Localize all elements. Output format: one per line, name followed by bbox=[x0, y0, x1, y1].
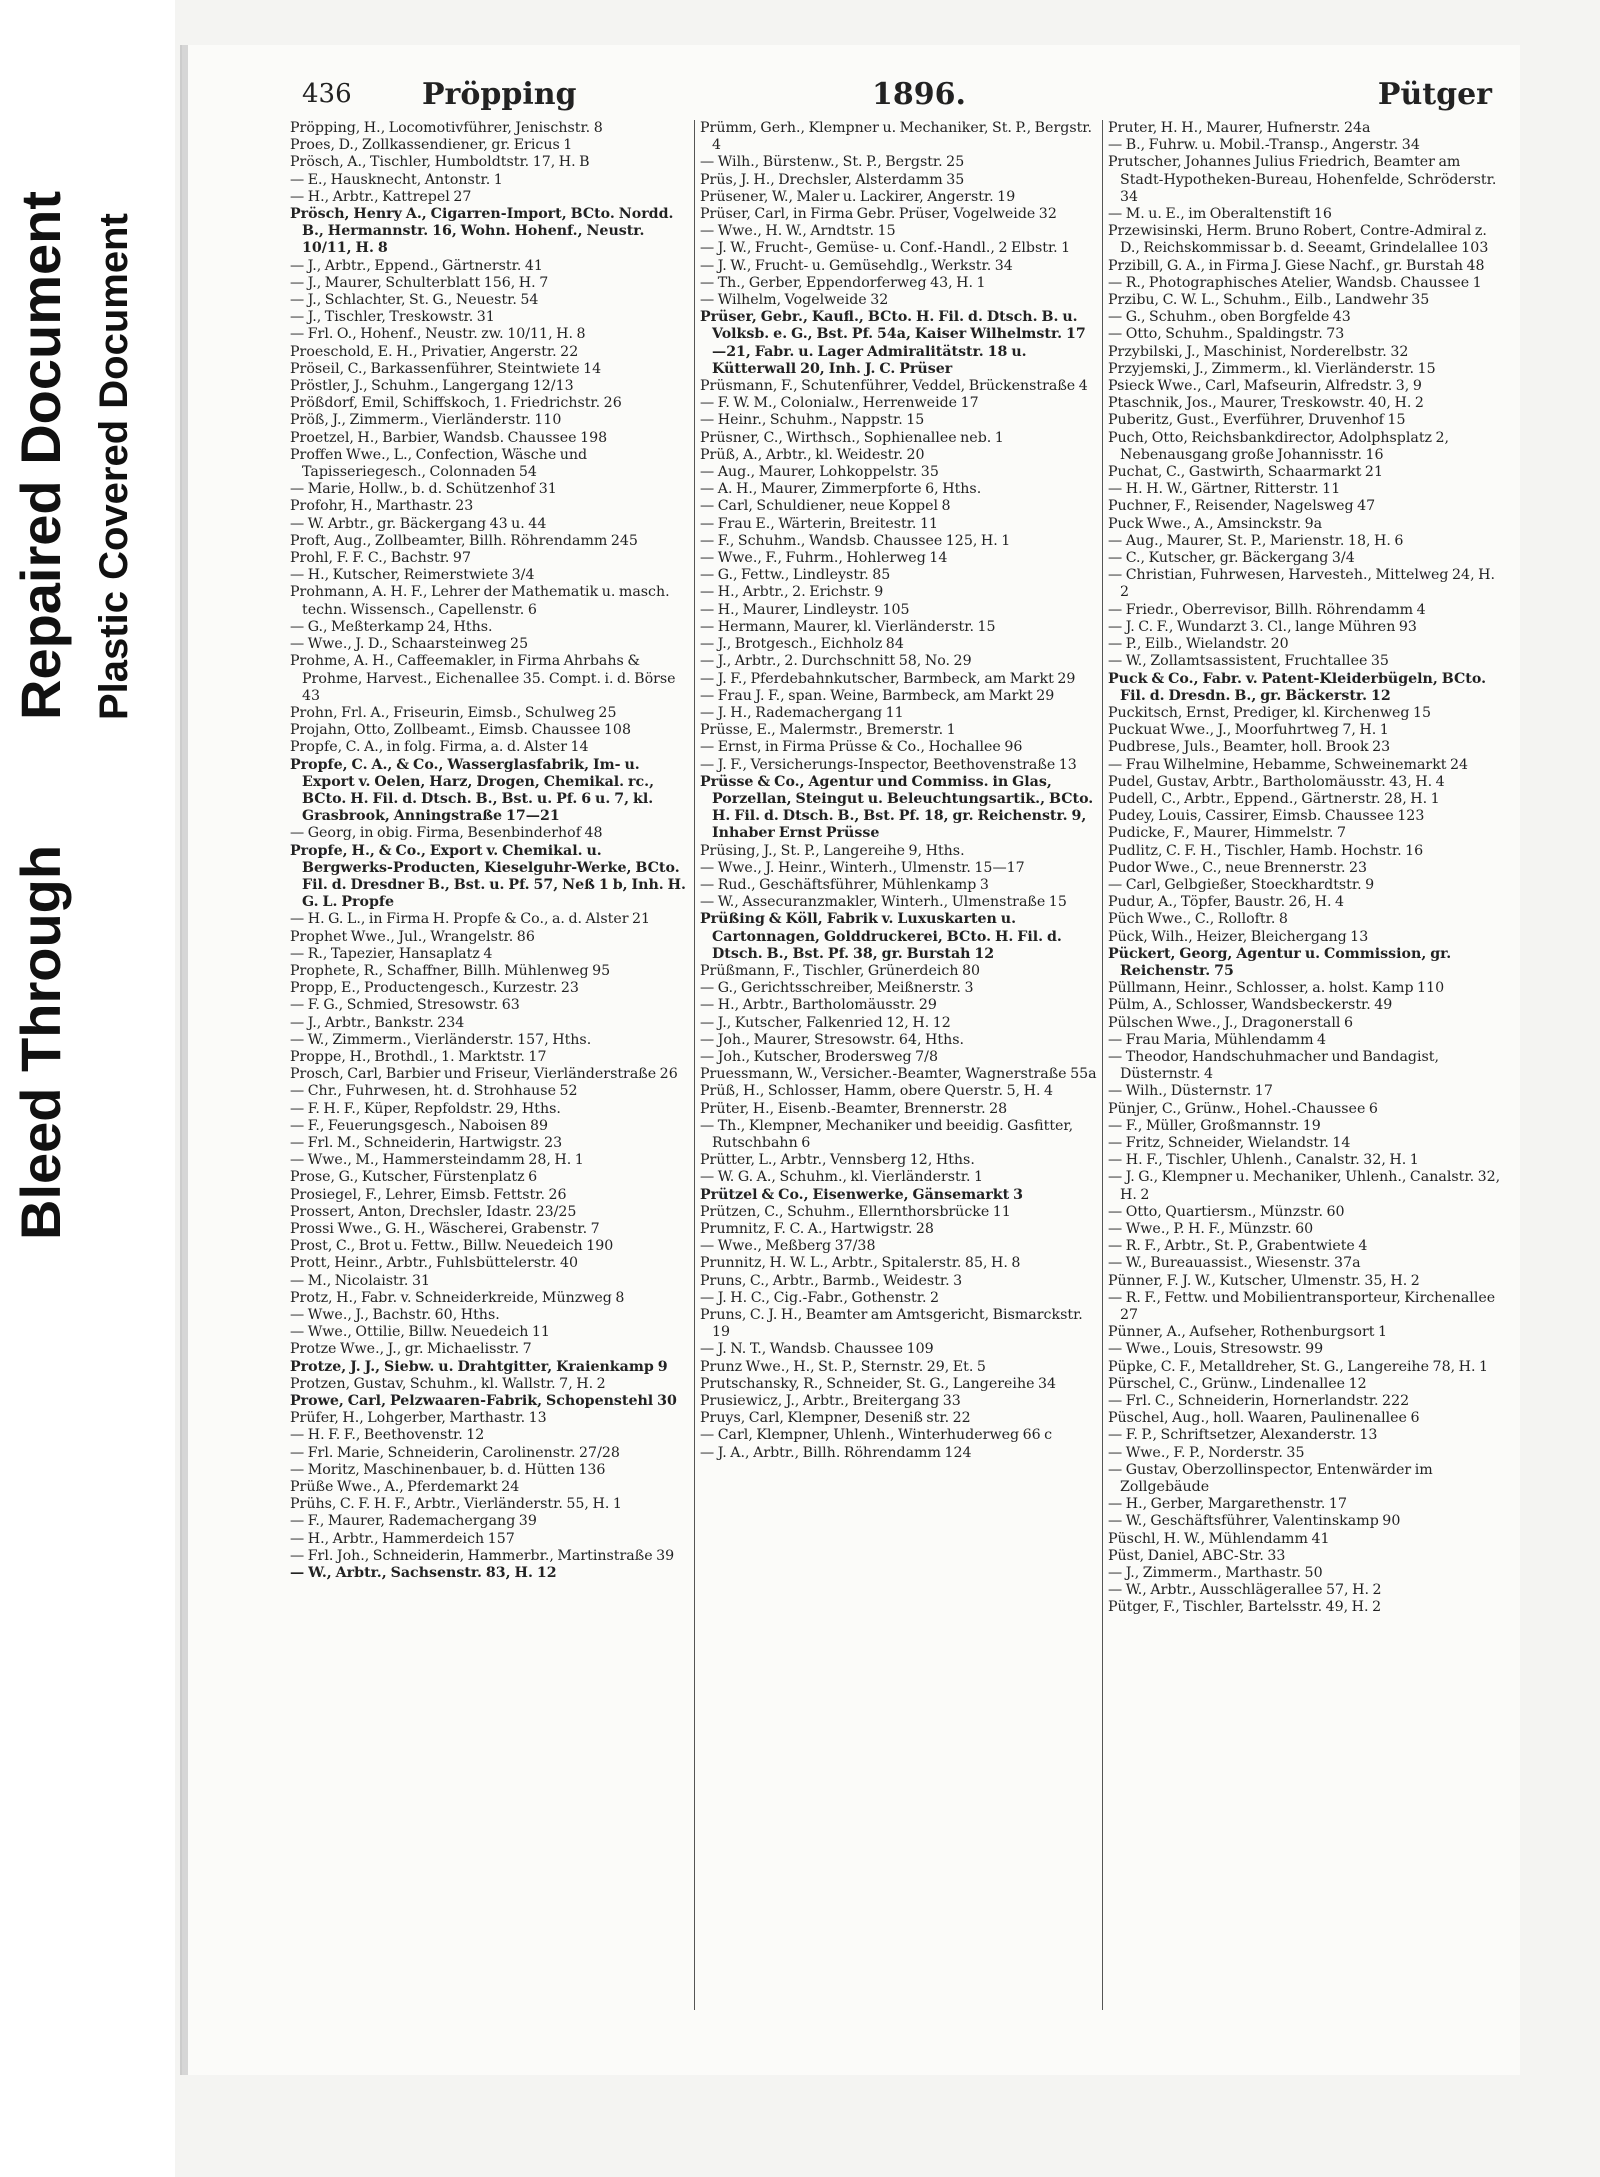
directory-entry: Prösch, Henry A., Cigarren-Import, BCto. Nordd. B., Hermannstr. 16, Wohn. Hohenf., Neustr. 10/11, H. 8 bbox=[290, 206, 674, 257]
directory-entry: Prohme, A. H., Caffeemakler, in Firma Ahrbahs & Prohme, Harvest., Eichenallee 35. Compt. i. d. Börse 43 bbox=[290, 653, 676, 704]
directory-entry: Puchner, F., Reisender, Nagelsweg 47 bbox=[1108, 498, 1376, 515]
directory-entry: — J. F., Pferdebahnkutscher, Barmbeck, am Markt 29 bbox=[700, 670, 1076, 687]
directory-entry: Proes, D., Zollkassendiener, gr. Ericus 1 bbox=[290, 137, 573, 154]
directory-entry: — R., Tapezier, Hansaplatz 4 bbox=[290, 945, 493, 962]
directory-entry: Prüsse, E., Malermstr., Bremerstr. 1 bbox=[700, 722, 956, 739]
directory-entry: Prophete, R., Schaffner, Billh. Mühlenweg 95 bbox=[290, 962, 611, 979]
directory-entry: Prophet Wwe., Jul., Wrangelstr. 86 bbox=[290, 928, 535, 945]
directory-entry: Prüß, H., Schlosser, Hamm, obere Querstr. 5, H. 4 bbox=[700, 1083, 1054, 1100]
directory-entry: — F. H. F., Küper, Repfoldstr. 29, Hths. bbox=[290, 1100, 561, 1117]
directory-entry: — Frl. Joh., Schneiderin, Hammerbr., Martinstraße 39 bbox=[290, 1547, 675, 1564]
directory-entry: — Otto, Schuhm., Spaldingstr. 73 bbox=[1108, 326, 1345, 343]
directory-entry: — J. H. C., Cig.-Fabr., Gothenstr. 2 bbox=[700, 1289, 940, 1306]
column-2-entries bbox=[700, 120, 1098, 1462]
directory-entry: Pudlitz, C. F. H., Tischler, Hamb. Hochstr. 16 bbox=[1108, 842, 1424, 859]
directory-entry: Puchat, C., Gastwirth, Schaarmarkt 21 bbox=[1108, 464, 1383, 481]
directory-entry: — Wwe., P. H. F., Münzstr. 60 bbox=[1108, 1221, 1314, 1237]
directory-entry: Pudell, C., Arbtr., Eppend., Gärtnerstr. 28, H. 1 bbox=[1108, 790, 1440, 807]
directory-entry: — Frau E., Wärterin, Breitestr. 11 bbox=[700, 515, 938, 532]
directory-entry: Prümm, Gerh., Klempner u. Mechaniker, St. P., Bergstr. 4 bbox=[700, 120, 1093, 154]
directory-entry: — W., Zollamtsassistent, Fruchtallee 35 bbox=[1108, 653, 1389, 670]
directory-entry: — A. H., Maurer, Zimmerpforte 6, Hths. bbox=[700, 481, 982, 498]
page-number: 436 bbox=[302, 79, 352, 109]
directory-entry: — Joh., Maurer, Stresowstr. 64, Hths. bbox=[700, 1031, 964, 1048]
directory-entry: Prütter, L., Arbtr., Vennsberg 12, Hths. bbox=[700, 1152, 975, 1169]
directory-entry: — C., Kutscher, gr. Bäckergang 3/4 bbox=[1108, 550, 1355, 567]
directory-entry: — Carl, Schuldiener, neue Koppel 8 bbox=[700, 498, 951, 515]
directory-entry: — Wilh., Düsternstr. 17 bbox=[1108, 1083, 1273, 1100]
directory-entry: — B., Fuhrw. u. Mobil.-Transp., Angerstr. 34 bbox=[1108, 137, 1420, 154]
directory-entry: Projahn, Otto, Zollbeamt., Eimsb. Chaussee 108 bbox=[290, 722, 631, 739]
directory-entry: Pück, Wilh., Heizer, Bleichergang 13 bbox=[1108, 928, 1369, 945]
directory-entry: — F., Müller, Großmannstr. 19 bbox=[1108, 1117, 1321, 1134]
directory-entry: Puberitz, Gust., Everführer, Druvenhof 15 bbox=[1108, 412, 1406, 429]
directory-entry: Proffen Wwe., L., Confection, Wäsche und Tapisseriegesch., Colonnaden 54 bbox=[290, 446, 588, 481]
directory-entry: — Wwe., J. Heinr., Winterh., Ulmenstr. 15—17 bbox=[700, 859, 1025, 876]
directory-entry: Proft, Aug., Zollbeamter, Billh. Röhrendamm 245 bbox=[290, 532, 638, 549]
directory-entry: — G., Meßterkamp 24, Hths. bbox=[290, 618, 493, 635]
directory-entry: — E., Hausknecht, Antonstr. 1 bbox=[290, 171, 503, 188]
directory-entry: Prutschansky, R., Schneider, St. G., Langereihe 34 bbox=[700, 1375, 1057, 1392]
directory-entry: — Wilh., Bürstenw., St. P., Bergstr. 25 bbox=[700, 154, 965, 171]
directory-entry: Prüsse & Co., Agentur und Commiss. in Glas, Porzellan, Steingut u. Beleuchtungsartik., BCto. H. Fil. d. Dtsch. B., Bst. Pf. 18, gr. Reichenstr. 9, Inhaber Ernst Prüsse bbox=[700, 773, 1094, 842]
directory-entry: — W., Zimmerm., Vierländerstr. 157, Hths. bbox=[290, 1031, 592, 1048]
directory-entry: Psieck Wwe., Carl, Mafseurin, Alfredstr. 3, 9 bbox=[1108, 378, 1422, 395]
directory-entry: — R. F., Arbtr., St. P., Grabentwiete 4 bbox=[1108, 1238, 1368, 1255]
directory-entry: Protz, H., Fabr. v. Schneiderkreide, Münzweg 8 bbox=[290, 1289, 625, 1306]
directory-entry: Proppe, H., Brothdl., 1. Marktstr. 17 bbox=[290, 1048, 547, 1065]
directory-entry: Puck Wwe., A., Amsinckstr. 9a bbox=[1108, 515, 1323, 532]
directory-entry: — Gustav, Oberzollinspector, Entenwärder im Zollgebäude bbox=[1108, 1461, 1433, 1496]
directory-entry: Pudicke, F., Maurer, Himmelstr. 7 bbox=[1108, 825, 1346, 842]
directory-entry: — J. C. F., Wundarzt 3. Cl., lange Mühren 93 bbox=[1108, 618, 1417, 635]
directory-entry: Propfe, C. A., & Co., Wasserglasfabrik, Im- u. Export v. Oelen, Harz, Drogen, Chemikal. rc., BCto. H. Fil. d. Dtsch. B., Bst. u. Pf. 6 u. 7, kl. Grasbrook, Anningstraße 17—21 bbox=[290, 756, 655, 825]
directory-entry: — H. H. W., Gärtner, Ritterstr. 11 bbox=[1108, 481, 1341, 498]
column-3-entries bbox=[1108, 120, 1506, 1617]
directory-entry: — F. G., Schmied, Stresowstr. 63 bbox=[290, 997, 520, 1014]
directory-entry: — Frl. O., Hohenf., Neustr. zw. 10/11, H. 8 bbox=[290, 326, 586, 343]
directory-entry: Prunnitz, H. W. L., Arbtr., Spitalerstr. 85, H. 8 bbox=[700, 1255, 1021, 1272]
directory-entry: — Frau Wilhelmine, Hebamme, Schweinemarkt 24 bbox=[1108, 756, 1469, 773]
directory-entry: Prüsing, J., St. P., Langereihe 9, Hths. bbox=[700, 842, 965, 859]
directory-entry: — J. G., Klempner u. Mechaniker, Uhlenh., Canalstr. 32, H. 2 bbox=[1108, 1169, 1501, 1203]
directory-entry: — G., Gerichtsschreiber, Meißnerstr. 3 bbox=[700, 980, 974, 997]
directory-entry: — Wwe., Meßberg 37/38 bbox=[700, 1238, 876, 1255]
directory-entry: Pudel, Gustav, Arbtr., Bartholomäusstr. 43, H. 4 bbox=[1108, 773, 1445, 790]
directory-entry: Prosiegel, F., Lehrer, Eimsb. Fettstr. 26 bbox=[290, 1186, 567, 1203]
column-divider bbox=[694, 120, 695, 2010]
directory-entry: Püpke, C. F., Metalldreher, St. G., Langereihe 78, H. 1 bbox=[1108, 1358, 1489, 1375]
directory-entry: Prüße Wwe., A., Pferdemarkt 24 bbox=[290, 1479, 520, 1496]
bleed-through-label: Bleed Through bbox=[9, 844, 72, 1240]
repaired-document-label: Repaired Document bbox=[9, 191, 72, 720]
directory-entry: Prossert, Anton, Drechsler, Idastr. 23/25 bbox=[290, 1203, 577, 1220]
page-header bbox=[302, 75, 1492, 125]
directory-entry: Protze Wwe., J., gr. Michaelisstr. 7 bbox=[290, 1341, 532, 1358]
directory-entry: — H. F. F., Beethovenstr. 12 bbox=[290, 1427, 485, 1444]
directory-entry: Prützel & Co., Eisenwerke, Gänsemarkt 3 bbox=[700, 1186, 1023, 1203]
directory-page bbox=[180, 45, 1520, 2075]
directory-entry: — Aug., Maurer, St. P., Marienstr. 18, H. 6 bbox=[1108, 532, 1404, 549]
directory-entry: — W., Arbtr., Sachsenstr. 83, H. 12 bbox=[290, 1565, 557, 1582]
directory-entry: Prüfer, H., Lohgerber, Marthastr. 13 bbox=[290, 1410, 547, 1427]
directory-entry: — H., Arbtr., 2. Erichstr. 9 bbox=[700, 584, 884, 601]
directory-entry: — J. F., Versicherungs-Inspector, Beethovenstraße 13 bbox=[700, 756, 1077, 773]
directory-entry: Puckuat Wwe., J., Moorfuhrtweg 7, H. 1 bbox=[1108, 722, 1389, 739]
directory-entry: Pudur, A., Töpfer, Baustr. 26, H. 4 bbox=[1108, 894, 1345, 911]
directory-entry: Püch Wwe., C., Rolloftr. 8 bbox=[1108, 911, 1288, 928]
directory-entry: Propp, E., Productengesch., Kurzestr. 23 bbox=[290, 980, 579, 997]
directory-entry: — J. N. T., Wandsb. Chaussee 109 bbox=[700, 1341, 934, 1358]
directory-entry: — J., Zimmerm., Marthastr. 50 bbox=[1108, 1565, 1323, 1582]
column-2 bbox=[700, 120, 1098, 2060]
directory-entry: Przyjemski, J., Zimmerm., kl. Vierländerstr. 15 bbox=[1108, 360, 1436, 377]
directory-entry: — Otto, Quartiersm., Münzstr. 60 bbox=[1108, 1203, 1345, 1220]
directory-entry: — W., Bureauassist., Wiesenstr. 37a bbox=[1108, 1255, 1361, 1272]
directory-entry: Proetzel, H., Barbier, Wandsb. Chaussee 198 bbox=[290, 429, 608, 446]
directory-entry: Prumnitz, F. C. A., Hartwigstr. 28 bbox=[700, 1221, 934, 1237]
directory-entry: — G., Schuhm., oben Borgfelde 43 bbox=[1108, 309, 1351, 326]
column-divider bbox=[1102, 120, 1103, 2010]
directory-entry: Pünner, A., Aufseher, Rothenburgsort 1 bbox=[1108, 1324, 1387, 1341]
header-year: 1896. bbox=[872, 77, 966, 112]
directory-entry: Prüser, Carl, in Firma Gebr. Prüser, Vogelweide 32 bbox=[700, 206, 1057, 223]
directory-entry: Püst, Daniel, ABC-Str. 33 bbox=[1108, 1547, 1286, 1564]
directory-entry: — J. A., Arbtr., Billh. Röhrendamm 124 bbox=[700, 1444, 972, 1461]
directory-entry: Prohmann, A. H. F., Lehrer der Mathematik u. masch. techn. Wissensch., Capellenstr. 6 bbox=[290, 584, 670, 618]
directory-entry: Pröseil, C., Barkassenführer, Steintwiete 14 bbox=[290, 360, 602, 377]
directory-entry: — W. G. A., Schuhm., kl. Vierländerstr. 1 bbox=[700, 1169, 984, 1186]
directory-entry: Prüter, H., Eisenb.-Beamter, Brennerstr. 28 bbox=[700, 1100, 1008, 1117]
directory-entry: Pruns, C., Arbtr., Barmb., Weidestr. 3 bbox=[700, 1272, 963, 1289]
directory-entry: Protzen, Gustav, Schuhm., kl. Wallstr. 7, H. 2 bbox=[290, 1375, 606, 1392]
directory-entry: — Moritz, Maschinenbauer, b. d. Hütten 136 bbox=[290, 1461, 606, 1478]
directory-entry: Prüsener, W., Maler u. Lackirer, Angerstr. 19 bbox=[700, 188, 1016, 205]
directory-entry: Prost, C., Brot u. Fettw., Billw. Neuedeich 190 bbox=[290, 1238, 614, 1255]
directory-entry: — R. F., Fettw. und Mobilientransporteur, Kirchenallee 27 bbox=[1108, 1289, 1496, 1324]
directory-entry: — Frl. M., Schneiderin, Hartwigstr. 23 bbox=[290, 1134, 563, 1151]
directory-entry: Pudor Wwe., C., neue Brennerstr. 23 bbox=[1108, 859, 1368, 876]
directory-entry: Pröß, J., Zimmerm., Vierländerstr. 110 bbox=[290, 412, 562, 429]
directory-entry: — Carl, Gelbgießer, Stoeckhardtstr. 9 bbox=[1108, 876, 1375, 893]
directory-entry: Püschel, Aug., holl. Waaren, Paulinenallee 6 bbox=[1108, 1410, 1420, 1427]
directory-entry: — F., Maurer, Rademachergang 39 bbox=[290, 1513, 537, 1530]
directory-entry: — Wwe., F., Fuhrm., Hohlerweg 14 bbox=[700, 550, 948, 567]
directory-entry: — M., Nicolaistr. 31 bbox=[290, 1272, 431, 1289]
directory-entry: Prüsner, C., Wirthsch., Sophienallee neb. 1 bbox=[700, 429, 1004, 446]
directory-entry: — Th., Klempner, Mechaniker und beeidig. Gasfitter, Rutschbahn 6 bbox=[700, 1117, 1074, 1151]
directory-entry: Przibill, G. A., in Firma J. Giese Nachf., gr. Burstah 48 bbox=[1108, 257, 1485, 274]
directory-entry: — Marie, Hollw., b. d. Schützenhof 31 bbox=[290, 481, 557, 498]
directory-entry: Prösch, A., Tischler, Humboldtstr. 17, H. B bbox=[290, 154, 590, 171]
directory-entry: Pröpping, H., Locomotivführer, Jenischstr. 8 bbox=[290, 120, 603, 136]
directory-entry: — Frl. Marie, Schneiderin, Carolinenstr. 27/28 bbox=[290, 1444, 620, 1461]
directory-entry: Przibu, C. W. L., Schuhm., Eilb., Landwehr 35 bbox=[1108, 292, 1430, 309]
directory-entry: Prößdorf, Emil, Schiffskoch, 1. Friedrichstr. 26 bbox=[290, 395, 622, 412]
directory-entry: — Georg, in obig. Firma, Besenbinderhof 48 bbox=[290, 825, 603, 842]
column-1 bbox=[290, 120, 688, 2060]
directory-entry: — W., Assecuranzmakler, Winterh., Ulmenstraße 15 bbox=[700, 894, 1067, 911]
directory-entry: Pünjer, C., Grünw., Hohel.-Chaussee 6 bbox=[1108, 1100, 1378, 1117]
directory-entry: Proeschold, E. H., Privatier, Angerstr. 22 bbox=[290, 343, 579, 360]
directory-entry: — H., Kutscher, Reimerstwiete 3/4 bbox=[290, 567, 535, 584]
directory-entry: Pünner, F. J. W., Kutscher, Ulmenstr. 35, H. 2 bbox=[1108, 1272, 1420, 1289]
directory-entry: Pudbrese, Juls., Beamter, holl. Brook 23 bbox=[1108, 739, 1391, 756]
directory-entry: — H., Maurer, Lindleystr. 105 bbox=[700, 601, 910, 618]
directory-entry: Pütger, F., Tischler, Bartelsstr. 49, H. 2 bbox=[1108, 1599, 1382, 1616]
directory-entry: — Christian, Fuhrwesen, Harvesteh., Mittelweg 24, H. 2 bbox=[1108, 567, 1495, 601]
directory-entry: — J., Maurer, Schulterblatt 156, H. 7 bbox=[290, 274, 549, 291]
directory-entry: — J., Brotgesch., Eichholz 84 bbox=[700, 636, 904, 653]
directory-entry: — J., Schlachter, St. G., Neuestr. 54 bbox=[290, 292, 539, 309]
directory-entry: Prüßing & Köll, Fabrik v. Luxuskarten u. Cartonnagen, Golddruckerei, BCto. H. Fil. d. Dtsch. B., Bst. Pf. 38, gr. Burstah 12 bbox=[700, 911, 1062, 962]
directory-entry: Prüser, Gebr., Kaufl., BCto. H. Fil. d. Dtsch. B. u. Volksb. e. G., Bst. Pf. 54a, Kaiser Wilhelmstr. 17—21, Fabr. u. Lager Admiralitätstr. 18 u. Kütterwall 20, Inh. J. C. Prüser bbox=[700, 309, 1086, 377]
directory-entry: — J., Tischler, Treskowstr. 31 bbox=[290, 309, 495, 326]
directory-entry: — Theodor, Handschuhmacher und Bandagist, Düsternstr. 4 bbox=[1108, 1048, 1440, 1083]
directory-entry: — J. W., Frucht- u. Gemüsehdlg., Werkstr. 34 bbox=[700, 257, 1013, 274]
directory-entry: — Wwe., F. P., Norderstr. 35 bbox=[1108, 1444, 1305, 1461]
directory-entry: — Fritz, Schneider, Wielandstr. 14 bbox=[1108, 1134, 1351, 1151]
directory-entry: Prohn, Frl. A., Friseurin, Eimsb., Schulweg 25 bbox=[290, 704, 617, 721]
directory-entry: Prüß, A., Arbtr., kl. Weidestr. 20 bbox=[700, 446, 925, 463]
directory-entry: — H., Arbtr., Kattrepel 27 bbox=[290, 188, 472, 205]
directory-entry: — J., Arbtr., 2. Durchschnitt 58, No. 29 bbox=[700, 653, 972, 670]
directory-entry: Puckitsch, Ernst, Prediger, kl. Kirchenweg 15 bbox=[1108, 704, 1432, 721]
directory-entry: Przybilski, J., Maschinist, Norderelbstr. 32 bbox=[1108, 343, 1409, 360]
directory-entry: — J. H., Rademachergang 11 bbox=[700, 704, 904, 721]
directory-entry: Pülschen Wwe., J., Dragonerstall 6 bbox=[1108, 1014, 1354, 1031]
directory-entry: Prowe, Carl, Pelzwaaren-Fabrik, Schopenstehl 30 bbox=[290, 1393, 677, 1410]
column-1-entries bbox=[290, 120, 688, 1582]
directory-entry: Protze, J. J., Siebw. u. Drahtgitter, Kraienkamp 9 bbox=[290, 1358, 668, 1375]
directory-entry: — F., Feuerungsgesch., Naboisen 89 bbox=[290, 1117, 549, 1134]
directory-entry: — Wwe., Louis, Stresowstr. 99 bbox=[1108, 1341, 1324, 1358]
directory-entry: — H. G. L., in Firma H. Propfe & Co., a. d. Alster 21 bbox=[290, 911, 651, 928]
directory-entry: Pudey, Louis, Cassirer, Eimsb. Chaussee 123 bbox=[1108, 808, 1425, 825]
directory-entry: Prühs, C. F. H. F., Arbtr., Vierländerstr. 55, H. 1 bbox=[290, 1496, 622, 1513]
header-first-entry: Pröpping bbox=[422, 77, 577, 112]
directory-entry: — Wwe., M., Hammersteindamm 28, H. 1 bbox=[290, 1152, 584, 1169]
directory-entry: Pückert, Georg, Agentur u. Commission, gr. Reichenstr. 75 bbox=[1108, 945, 1452, 979]
directory-entry: Prunz Wwe., H., St. P., Sternstr. 29, Et. 5 bbox=[700, 1358, 986, 1375]
directory-entry: Pruessmann, W., Versicher.-Beamter, Wagnerstraße 55a bbox=[700, 1066, 1097, 1083]
directory-entry: Prüs, J. H., Drechsler, Alsterdamm 35 bbox=[700, 171, 965, 188]
directory-entry: — H., Gerber, Margarethenstr. 17 bbox=[1108, 1496, 1347, 1513]
directory-entry: Prosch, Carl, Barbier und Friseur, Vierländerstraße 26 bbox=[290, 1066, 678, 1083]
directory-entry: — Frau J. F., span. Weine, Barmbeck, am Markt 29 bbox=[700, 687, 1055, 704]
directory-entry: — Frl. C., Schneiderin, Hornerlandstr. 222 bbox=[1108, 1393, 1410, 1410]
directory-entry: — W., Arbtr., Ausschlägerallee 57, H. 2 bbox=[1108, 1582, 1382, 1599]
directory-entry: — R., Photographisches Atelier, Wandsb. Chaussee 1 bbox=[1108, 274, 1482, 291]
directory-entry: Prützen, C., Schuhm., Ellernthorsbrücke 11 bbox=[700, 1203, 1011, 1220]
directory-entry: — F. P., Schriftsetzer, Alexanderstr. 13 bbox=[1108, 1427, 1378, 1444]
directory-entry: — Carl, Klempner, Uhlenh., Winterhuderweg 66 c bbox=[700, 1427, 1053, 1444]
directory-entry: — J. W., Frucht-, Gemüse- u. Conf.-Handl., 2 Elbstr. 1 bbox=[700, 240, 1071, 257]
scan-margin bbox=[0, 0, 175, 2177]
directory-entry: — Ernst, in Firma Prüsse & Co., Hochallee 96 bbox=[700, 739, 1023, 756]
directory-entry: Pruys, Carl, Klempner, Deseniß str. 22 bbox=[700, 1410, 971, 1427]
directory-entry: Prossi Wwe., G. H., Wäscherei, Grabenstr. 7 bbox=[290, 1221, 600, 1237]
directory-entry: Prusiewicz, J., Arbtr., Breitergang 33 bbox=[700, 1393, 961, 1410]
directory-entry: — Wilhelm, Vogelweide 32 bbox=[700, 292, 889, 309]
directory-entry: Pröstler, J., Schuhm., Langergang 12/13 bbox=[290, 378, 574, 395]
directory-entry: — Wwe., H. W., Arndtstr. 15 bbox=[700, 223, 896, 240]
directory-entry: Püllmann, Heinr., Schlosser, a. holst. Kamp 110 bbox=[1108, 980, 1445, 997]
directory-entry: — F., Schuhm., Wandsb. Chaussee 125, H. 1 bbox=[700, 532, 1011, 549]
directory-entry: Püschl, H. W., Mühlendamm 41 bbox=[1108, 1530, 1330, 1547]
directory-entry: Pürschel, C., Grünw., Lindenallee 12 bbox=[1108, 1375, 1367, 1392]
directory-entry: — Wwe., J. D., Schaarsteinweg 25 bbox=[290, 636, 529, 653]
directory-columns bbox=[290, 120, 1505, 2060]
directory-entry: Prott, Heinr., Arbtr., Fuhlsbüttelerstr. 40 bbox=[290, 1255, 578, 1272]
directory-entry: — Th., Gerber, Eppendorferweg 43, H. 1 bbox=[700, 274, 986, 291]
column-3 bbox=[1108, 120, 1506, 2060]
directory-entry: — H. F., Tischler, Uhlenh., Canalstr. 32, H. 1 bbox=[1108, 1152, 1419, 1169]
directory-entry: — H., Arbtr., Hammerdeich 157 bbox=[290, 1530, 515, 1547]
directory-entry: — Friedr., Oberrevisor, Billh. Röhrendamm 4 bbox=[1108, 601, 1426, 618]
directory-entry: — W. Arbtr., gr. Bäckergang 43 u. 44 bbox=[290, 515, 547, 532]
directory-entry: — H., Arbtr., Bartholomäusstr. 29 bbox=[700, 997, 937, 1014]
directory-entry: — Chr., Fuhrwesen, ht. d. Strohhause 52 bbox=[290, 1083, 578, 1100]
directory-entry: Propfe, C. A., in folg. Firma, a. d. Alster 14 bbox=[290, 739, 589, 756]
directory-entry: Puck & Co., Fabr. v. Patent-Kleiderbügeln, BCto. Fil. d. Dresdn. B., gr. Bäckerstr. 12 bbox=[1108, 670, 1487, 704]
directory-entry: — Wwe., J., Bachstr. 60, Hths. bbox=[290, 1307, 500, 1324]
directory-entry: Prüsmann, F., Schutenführer, Veddel, Brückenstraße 4 bbox=[700, 378, 1088, 395]
directory-entry: Puch, Otto, Reichsbankdirector, Adolphsplatz 2, Nebenausgang große Johannisstr. 16 bbox=[1108, 429, 1450, 463]
directory-entry: — W., Geschäftsführer, Valentinskamp 90 bbox=[1108, 1513, 1401, 1530]
directory-entry: — Joh., Kutscher, Brodersweg 7/8 bbox=[700, 1048, 938, 1065]
directory-entry: — F. W. M., Colonialw., Herrenweide 17 bbox=[700, 395, 979, 412]
directory-entry: — M. u. E., im Oberaltenstift 16 bbox=[1108, 206, 1332, 223]
directory-entry: — J., Kutscher, Falkenried 12, H. 12 bbox=[700, 1014, 951, 1031]
directory-entry: — Rud., Geschäftsführer, Mühlenkamp 3 bbox=[700, 876, 989, 893]
directory-entry: Pülm, A., Schlosser, Wandsbeckerstr. 49 bbox=[1108, 997, 1393, 1014]
directory-entry: Pruns, C. J. H., Beamter am Amtsgericht, Bismarckstr. 19 bbox=[700, 1307, 1083, 1341]
directory-entry: Prutscher, Johannes Julius Friedrich, Beamter am Stadt-Hypotheken-Bureau, Hohenfelde, Schröderstr. 34 bbox=[1108, 154, 1497, 205]
directory-entry: — Hermann, Maurer, kl. Vierländerstr. 15 bbox=[700, 618, 996, 635]
directory-entry: Pruter, H. H., Maurer, Hufnerstr. 24a bbox=[1108, 120, 1371, 136]
directory-entry: Przewisinski, Herm. Bruno Robert, Contre-Admiral z. D., Reichskommissar b. d. Seeamt, Grindelallee 103 bbox=[1108, 223, 1489, 257]
directory-entry: Prüßmann, F., Tischler, Grünerdeich 80 bbox=[700, 962, 981, 979]
directory-entry: — J., Arbtr., Bankstr. 234 bbox=[290, 1014, 465, 1031]
directory-entry: — J., Arbtr., Eppend., Gärtnerstr. 41 bbox=[290, 257, 543, 274]
directory-entry: — G., Fettw., Lindleystr. 85 bbox=[700, 567, 891, 584]
directory-entry: — Wwe., Ottilie, Billw. Neuedeich 11 bbox=[290, 1324, 550, 1341]
plastic-covered-document-label: Plastic Covered Document bbox=[92, 213, 136, 720]
directory-entry: Ptaschnik, Jos., Maurer, Treskowstr. 40, H. 2 bbox=[1108, 395, 1424, 412]
header-last-entry: Pütger bbox=[1377, 77, 1492, 112]
directory-entry: Propfe, H., & Co., Export v. Chemikal. u. Bergwerks-Producten, Kieselguhr-Werke, BCto. Fil. d. Dresdner B., Bst. u. Pf. 57, Neß 1 b, Inh. H. G. L. Propfe bbox=[290, 842, 686, 911]
directory-entry: Prohl, F. F. C., Bachstr. 97 bbox=[290, 550, 471, 567]
directory-entry: — P., Eilb., Wielandstr. 20 bbox=[1108, 636, 1289, 653]
directory-entry: Profohr, H., Marthastr. 23 bbox=[290, 498, 474, 515]
directory-entry: Prose, G., Kutscher, Fürstenplatz 6 bbox=[290, 1169, 538, 1186]
directory-entry: — Aug., Maurer, Lohkoppelstr. 35 bbox=[700, 464, 939, 481]
directory-entry: — Frau Maria, Mühlendamm 4 bbox=[1108, 1031, 1327, 1048]
directory-entry: — Heinr., Schuhm., Nappstr. 15 bbox=[700, 412, 925, 429]
